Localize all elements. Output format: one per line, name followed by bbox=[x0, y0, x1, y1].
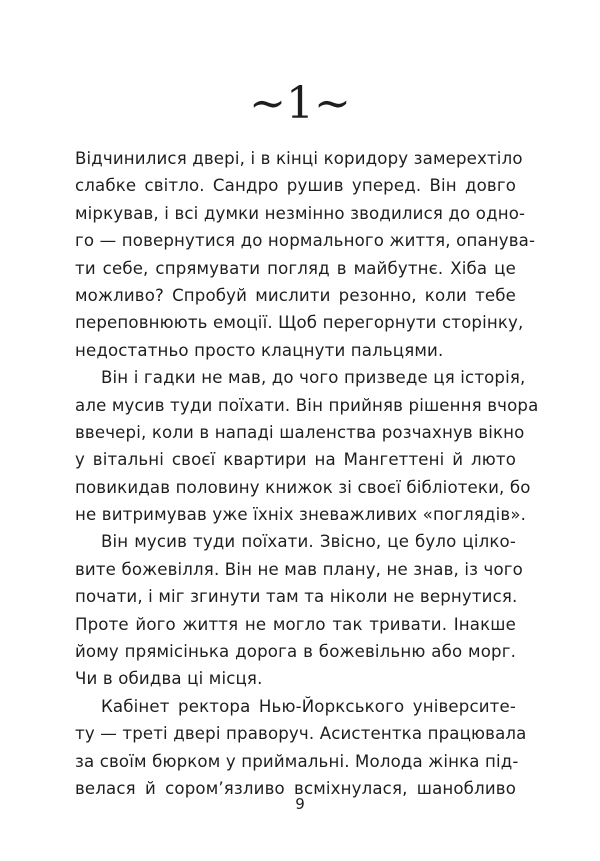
body-text bbox=[75, 145, 539, 802]
paragraph-1 bbox=[75, 145, 536, 364]
text-line: го — повернутися до нормального життя, опанува- bbox=[75, 231, 536, 251]
text-line: слабке світло. Сандро рушив уперед. Він довго bbox=[75, 176, 516, 196]
text-line: Він мусив туди поїхати. Звісно, це було цілко- bbox=[101, 532, 516, 552]
paragraph-3 bbox=[75, 528, 523, 692]
text-line: за своїм бюрком у приймальні. Молода жінка під- bbox=[75, 751, 519, 771]
text-line: ту — треті двері праворуч. Асистентка працювала bbox=[75, 724, 527, 744]
text-line: вите божевілля. Він не мав плану, не знав, із чого bbox=[75, 559, 523, 579]
text-line: ввечері, коли в нападі шаленства розчахнув вікно bbox=[75, 422, 525, 442]
page-number: 9 bbox=[295, 795, 305, 813]
text-line: не витримував уже їхніх зневажливих «поглядів». bbox=[75, 505, 527, 525]
text-line: міркував, і всі думки незмінно зводилися до одно- bbox=[75, 203, 526, 223]
text-line: Проте його життя не могло так тривати. Інакше bbox=[75, 614, 516, 634]
text-line: ти себе, спрямувати погляд в майбутнє. Хіба це bbox=[75, 258, 516, 278]
text-line: йому прямісінька дорога в божевільню або морг. bbox=[75, 642, 516, 662]
text-line: Чи в обидва ці місця. bbox=[75, 669, 263, 689]
text-line: можливо? Спробуй мислити резонно, коли тебе bbox=[75, 285, 516, 305]
text-line: повикидав половину книжок зі своєї бібліотеки, бо bbox=[75, 477, 531, 497]
text-line: переповнюють емоції. Щоб перегорнути сторінку, bbox=[75, 313, 524, 333]
text-line: Відчинилися двері, і в кінці коридору замерехтіло bbox=[75, 149, 523, 168]
chapter-heading: ~1~ bbox=[249, 78, 351, 129]
text-line: Кабінет ректора Нью-Йоркського університе- bbox=[101, 696, 516, 716]
text-line: почати, і міг згинути там та ніколи не вернутися. bbox=[75, 587, 518, 607]
text-line: недостатньо просто клацнути пальцями. bbox=[75, 340, 444, 360]
paragraph-2 bbox=[75, 364, 539, 528]
text-line: але мусив туди поїхати. Він прийняв рішення вчора bbox=[75, 395, 539, 415]
text-line: Він і гадки не мав, до чого призведе ця історія, bbox=[101, 368, 526, 388]
paragraph-4 bbox=[75, 693, 527, 803]
text-line: у вітальні своєї квартири на Мангеттені й люто bbox=[75, 450, 516, 470]
text-line: велася й сором’язливо всміхнулася, шанобливо bbox=[75, 778, 516, 798]
